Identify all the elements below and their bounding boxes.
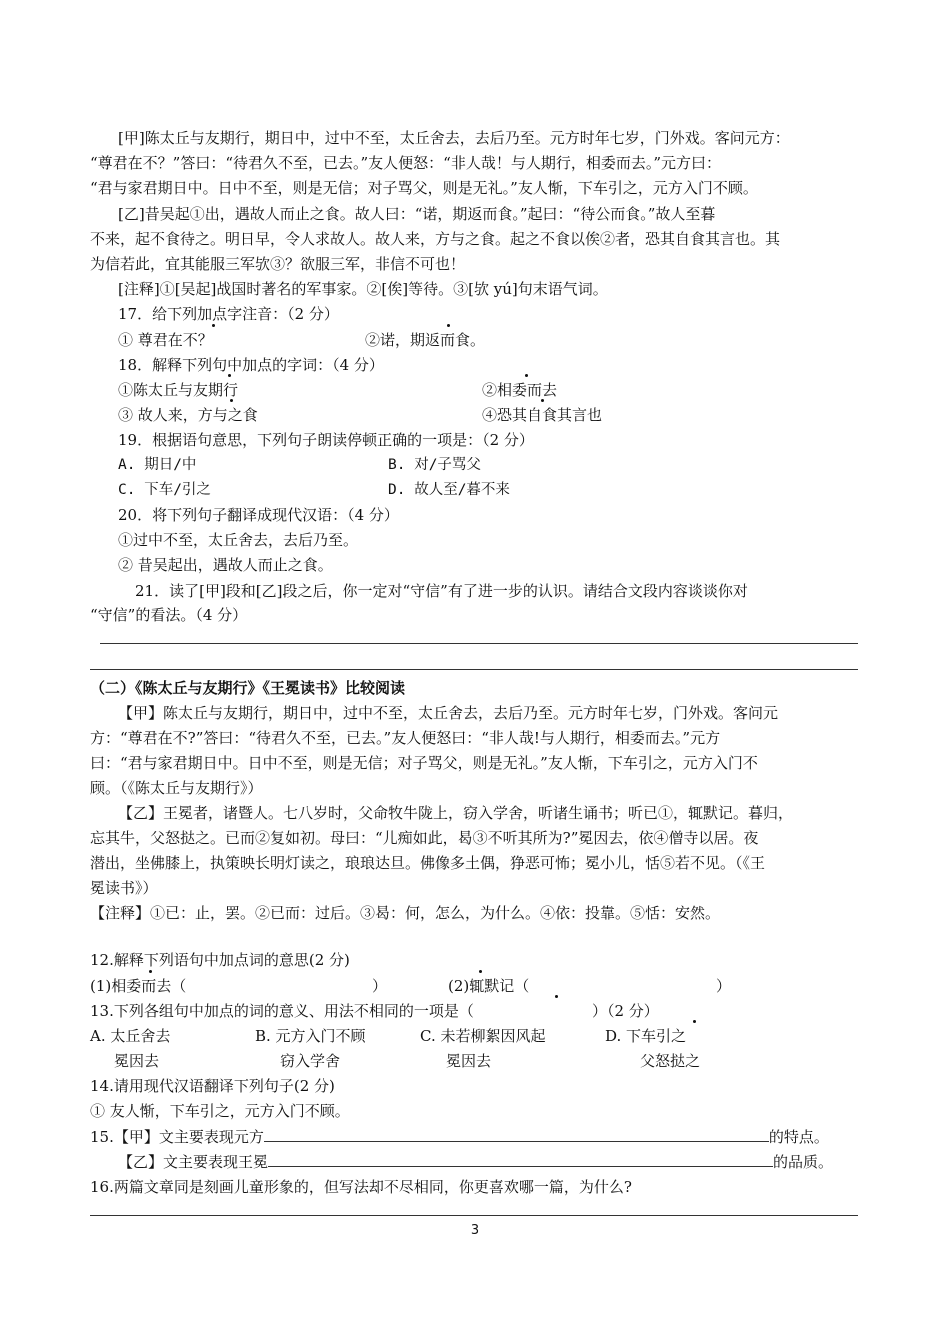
emphasis-dot: [555, 995, 558, 998]
q15-a-blank[interactable]: [264, 1127, 769, 1142]
emphasis-dot: [149, 970, 152, 973]
note-text: [注释]①[吴起]战国时著名的军事家。②[俟]等待。③[欤 yú]句末语气词。: [118, 280, 608, 298]
question-15-a[interactable]: [90, 1126, 829, 1148]
q17-option-1: ① 尊君在不？: [118, 331, 213, 349]
q13-option-a-2: 冕因去: [114, 1052, 160, 1070]
q18-option-4: ④恐其自食其言也: [482, 406, 603, 424]
q18-option-3: ③ 故人来，方与之食: [118, 406, 258, 424]
emphasis-dot: [525, 374, 528, 377]
q13-option-d: D. 下车引之: [605, 1027, 687, 1045]
q18-option-1: ①陈太丘与友期行: [118, 381, 239, 399]
sec2-passage-a-line: 方：“尊君在不?”答曰：“待君久不至，已去。”友人便怒曰：“非人哉!与人期行，相委而去。”元方: [90, 729, 721, 747]
emphasis-dot: [230, 399, 233, 402]
page-number: 3: [470, 1223, 480, 1238]
answer-line[interactable]: [90, 1215, 858, 1216]
question-20: 20．将下列句子翻译成现代汉语：（4 分）: [118, 506, 399, 524]
emphasis-dot: [447, 324, 450, 327]
passage-b-line: 不来，起不食待之。明日早，令人求故人。故人来，方与之食。起之不食以俟②者，恐其自食其言也。其: [90, 230, 781, 248]
sec2-passage-a-line: 【甲】陈太丘与友期行，期日中，过中不至，太丘舍去，去后乃至。元方时年七岁，门外戏。客问元: [118, 704, 779, 722]
question-12: 12.解释下列语句中加点词的意思(2 分): [90, 951, 350, 969]
q20-sentence-1: ①过中不至，太丘舍去，去后乃至。: [118, 531, 359, 549]
q13-option-b: B. 元方入门不顾: [255, 1027, 366, 1045]
emphasis-dot: [212, 324, 215, 327]
sec2-passage-a-line: 曰：“君与家君期日中。日中不至，则是无信；对子骂父，则是无礼。”友人惭，下车引之，元方入门不: [90, 754, 758, 772]
section-2-title: （二）《陈太丘与友期行》《王冕读书》比较阅读: [90, 679, 406, 697]
sec2-note: 【注释】①已：止，罢。②已而：过后。③曷：何，怎么，为什么。④依：投靠。⑤恬：安然。: [90, 904, 721, 922]
question-16: 16.两篇文章同是刻画儿童形象的，但写法却不尽相同，你更喜欢哪一篇，为什么?: [90, 1178, 632, 1196]
q19-option-b: B. 对/子骂父: [388, 457, 481, 473]
q13-option-c: C. 未若柳絮因风起: [420, 1027, 546, 1045]
passage-b-line: [乙]昔吴起①出，遇故人而止之食。故人曰：“诺，期返而食。”起曰：“待公而食。”故人至暮: [118, 205, 716, 223]
q15-a-suffix: 的特点。: [768, 1128, 829, 1146]
q19-option-d: D. 故人至/暮不来: [388, 482, 510, 498]
question-21-cont: “守信”的看法。（4 分）: [90, 606, 248, 624]
q15-b-prefix: 【乙】文主要表现王冕: [118, 1153, 269, 1171]
sec2-passage-b-line: 潜出，坐佛膝上，执策映长明灯读之，琅琅达旦。佛像多土偶，狰恶可怖；冕小儿，恬⑤若不见。（《王: [90, 854, 766, 872]
q13-option-b-2: 窃入学舍: [280, 1052, 341, 1070]
q13-option-d-2: 父怒挞之: [640, 1052, 701, 1070]
passage-b-line: 为信若此，宜其能服三军欤③？欲服三军，非信不可也！: [90, 255, 466, 273]
q18-option-2: ②相委而去: [482, 381, 558, 399]
q19-option-a: A. 期日/中: [118, 457, 197, 473]
q15-b-blank[interactable]: [268, 1152, 773, 1167]
emphasis-dot: [479, 970, 482, 973]
question-14: 14.请用现代汉语翻译下列句子(2 分): [90, 1077, 335, 1095]
section-divider: [90, 669, 858, 670]
q17-option-2: ②诺，期返而食。: [365, 331, 486, 349]
passage-a-line: “君与家君期日中。日中不至，则是无信；对子骂父，则是无礼。”友人惭，下车引之，元方入门不顾。: [90, 179, 758, 197]
answer-line[interactable]: [100, 643, 858, 644]
question-18: 18．解释下列句中加点的字词：（4 分）: [118, 356, 384, 374]
q12-item-1: (1)相委而去（: [90, 977, 187, 995]
q14-sentence: ① 友人惭，下车引之，元方入门不顾。: [90, 1102, 350, 1120]
sec2-passage-b-line: 冕读书》）: [90, 879, 158, 897]
question-21: 21．读了[甲]段和[乙]段之后，你一定对“守信”有了进一步的认识。请结合文段内容谈谈你对: [135, 582, 748, 600]
passage-a-line: [甲]陈太丘与友期行，期日中，过中不至，太丘舍去，去后乃至。元方时年七岁，门外戏。客问元方：: [118, 129, 790, 147]
q20-sentence-2: ② 昔吴起出，遇故人而止之食。: [118, 556, 333, 574]
sec2-passage-b-line: 【乙】王冕者，诸暨人。七八岁时，父命牧牛陇上，窃入学舍，听诸生诵书；听已①，辄默记。暮归，: [118, 804, 794, 822]
q12-item-2-close: ）: [716, 977, 732, 995]
passage-a-line: “尊君在不？”答曰：“待君久不至，已去。”友人便怒：“非人哉！与人期行，相委而去。”元方曰：: [90, 154, 722, 172]
q12-item-1-close: ）: [372, 977, 388, 995]
emphasis-dot: [541, 399, 544, 402]
q12-item-2: (2)辄默记（: [448, 977, 530, 995]
q19-option-c: C. 下车/引之: [118, 482, 211, 498]
sec2-passage-b-line: 忘其牛，父怒挞之。已而②复如初。母曰：“儿痴如此，曷③不听其所为?”冕因去，依④僧寺以居。夜: [90, 829, 759, 847]
q15-b-suffix: 的品质。: [773, 1153, 834, 1171]
emphasis-dot: [228, 374, 231, 377]
question-19: 19．根据语句意思，下列句子朗读停顿正确的一项是：（2 分）: [118, 431, 534, 449]
question-15-b[interactable]: [118, 1151, 833, 1173]
emphasis-dot: [693, 1020, 696, 1023]
q13-option-a: A. 太丘舍去: [90, 1027, 171, 1045]
q15-a-prefix: 15.【甲】文主要表现元方: [90, 1128, 264, 1146]
question-13: 13.下列各组句中加点的词的意义、用法不相同的一项是（: [90, 1002, 474, 1020]
question-17: 17．给下列加点字注音：（2 分）: [118, 305, 339, 323]
sec2-passage-a-line: 顾。（《陈太丘与友期行》）: [90, 779, 263, 797]
q13-option-c-2: 冕因去: [446, 1052, 492, 1070]
question-13-end: ）（2 分）: [592, 1002, 659, 1020]
